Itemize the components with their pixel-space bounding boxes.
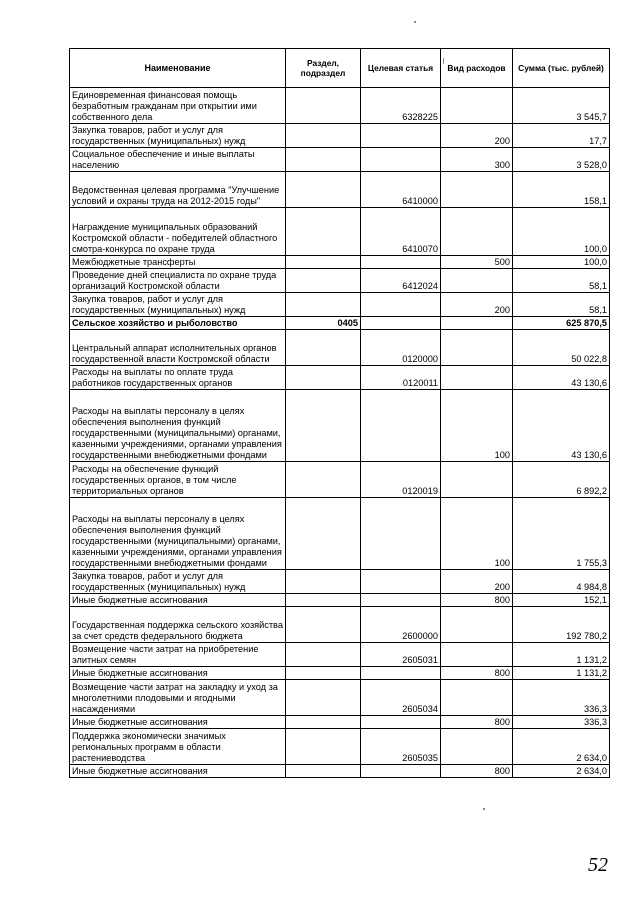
cell-target [361, 390, 441, 462]
cell-name: Расходы на обеспечение функций государственных органов, в том числе территориальных органов [70, 462, 286, 498]
scan-speck [483, 808, 485, 810]
cell-name: Сельское хозяйство и рыболовство [70, 317, 286, 330]
cell-name: Закупка товаров, работ и услуг для государственных (муниципальных) нужд [70, 293, 286, 317]
table-row [70, 293, 610, 317]
cell-type [441, 208, 513, 256]
cell-section [286, 293, 361, 317]
cell-type [441, 680, 513, 716]
cell-type [441, 330, 513, 366]
cell-type: 500 [441, 256, 513, 269]
budget-table [69, 48, 610, 778]
table-row [70, 667, 610, 680]
cell-name: Закупка товаров, работ и услуг для государственных (муниципальных) нужд [70, 124, 286, 148]
cell-type [441, 269, 513, 293]
cell-type: 800 [441, 765, 513, 778]
cell-name: Ведомственная целевая программа "Улучшение условий и охраны труда на 2012-2015 годы" [70, 172, 286, 208]
cell-type [441, 462, 513, 498]
cell-sum: 625 870,5 [513, 317, 610, 330]
cell-target [361, 498, 441, 570]
cell-section [286, 765, 361, 778]
table-row [70, 643, 610, 667]
cell-type: 800 [441, 594, 513, 607]
cell-name: Расходы на выплаты персоналу в целях обеспечения выполнения функций государственными (муниципальными) органами, казенными учреждениями, органами управления государственными внебюджетными фондами [70, 390, 286, 462]
cell-target [361, 667, 441, 680]
cell-type [441, 172, 513, 208]
cell-type: 100 [441, 390, 513, 462]
table-row [70, 172, 610, 208]
cell-name: Возмещение части затрат на закладку и уход за многолетними плодовыми и ягодными насаждениями [70, 680, 286, 716]
cell-target [361, 594, 441, 607]
cell-target: 6410000 [361, 172, 441, 208]
column-header-type: Вид расходов [441, 49, 513, 88]
column-header-section: Раздел, подраздел [286, 49, 361, 88]
column-header-target: Целевая статья [361, 49, 441, 88]
cell-section [286, 366, 361, 390]
cell-target: 2605034 [361, 680, 441, 716]
cell-name: Иные бюджетные ассигнования [70, 667, 286, 680]
cell-section [286, 680, 361, 716]
cell-name: Межбюджетные трансферты [70, 256, 286, 269]
cell-sum: 4 984,8 [513, 570, 610, 594]
cell-type: 200 [441, 293, 513, 317]
cell-type [441, 317, 513, 330]
cell-sum: 50 022,8 [513, 330, 610, 366]
cell-target [361, 124, 441, 148]
cell-section [286, 643, 361, 667]
table-row [70, 570, 610, 594]
table-row [70, 462, 610, 498]
cell-section [286, 148, 361, 172]
cell-sum: 100,0 [513, 208, 610, 256]
cell-sum: 43 130,6 [513, 390, 610, 462]
cell-name: Расходы на выплаты по оплате труда работников государственных органов [70, 366, 286, 390]
cell-section [286, 124, 361, 148]
cell-section [286, 390, 361, 462]
cell-name: Единовременная финансовая помощь безработным гражданам при открытии ими собственного дела [70, 88, 286, 124]
table-row [70, 124, 610, 148]
table-row [70, 607, 610, 643]
cell-type: 200 [441, 570, 513, 594]
cell-name: Центральный аппарат исполнительных органов государственной власти Костромской области [70, 330, 286, 366]
cell-section [286, 88, 361, 124]
cell-sum: 2 634,0 [513, 729, 610, 765]
table-row [70, 256, 610, 269]
cell-type [441, 729, 513, 765]
cell-target: 0120000 [361, 330, 441, 366]
cell-type: 100 [441, 498, 513, 570]
cell-name: Награждение муниципальных образований Костромской области - победителей областного смотра-конкурса по охране труда [70, 208, 286, 256]
cell-target [361, 256, 441, 269]
cell-type [441, 366, 513, 390]
cell-type [441, 607, 513, 643]
cell-sum: 336,3 [513, 716, 610, 729]
cell-target [361, 570, 441, 594]
cell-section [286, 208, 361, 256]
cell-target [361, 765, 441, 778]
cell-sum: 192 780,2 [513, 607, 610, 643]
cell-type [441, 88, 513, 124]
cell-target [361, 293, 441, 317]
cell-name: Иные бюджетные ассигнования [70, 765, 286, 778]
cell-sum: 58,1 [513, 293, 610, 317]
cell-target [361, 317, 441, 330]
table-row [70, 208, 610, 256]
cell-sum: 2 634,0 [513, 765, 610, 778]
cell-section [286, 256, 361, 269]
cell-name: Социальное обеспечение и иные выплаты населению [70, 148, 286, 172]
table-row [70, 594, 610, 607]
cell-target: 2605035 [361, 729, 441, 765]
cell-section [286, 570, 361, 594]
cell-target [361, 716, 441, 729]
cell-type: 200 [441, 124, 513, 148]
cell-section [286, 607, 361, 643]
cell-sum: 152,1 [513, 594, 610, 607]
cell-section [286, 667, 361, 680]
cell-type: 300 [441, 148, 513, 172]
column-header-name: Наименование [70, 49, 286, 88]
cell-target: 6412024 [361, 269, 441, 293]
cell-sum: 3 528,0 [513, 148, 610, 172]
cell-type: 800 [441, 667, 513, 680]
cell-target: 6410070 [361, 208, 441, 256]
table-row [70, 765, 610, 778]
cell-section [286, 269, 361, 293]
table-row [70, 680, 610, 716]
cell-name: Закупка товаров, работ и услуг для государственных (муниципальных) нужд [70, 570, 286, 594]
cell-section [286, 594, 361, 607]
cell-sum: 100,0 [513, 256, 610, 269]
cell-name: Государственная поддержка сельского хозяйства за счет средств федерального бюджета [70, 607, 286, 643]
table-row [70, 269, 610, 293]
cell-section [286, 462, 361, 498]
cell-name: Иные бюджетные ассигнования [70, 594, 286, 607]
cell-type: 800 [441, 716, 513, 729]
table-header-row [70, 49, 610, 88]
cell-name: Иные бюджетные ассигнования [70, 716, 286, 729]
table-row [70, 716, 610, 729]
cell-sum: 336,3 [513, 680, 610, 716]
table-row [70, 729, 610, 765]
cell-target: 0120011 [361, 366, 441, 390]
cell-sum: 43 130,6 [513, 366, 610, 390]
cell-sum: 6 892,2 [513, 462, 610, 498]
cell-type [441, 643, 513, 667]
cell-sum: 1 755,3 [513, 498, 610, 570]
table-row [70, 366, 610, 390]
scan-speck [443, 58, 444, 64]
table-row [70, 317, 610, 330]
cell-sum: 58,1 [513, 269, 610, 293]
scan-speck [414, 21, 416, 23]
table-row [70, 330, 610, 366]
table-row [70, 148, 610, 172]
cell-sum: 1 131,2 [513, 643, 610, 667]
cell-target: 0120019 [361, 462, 441, 498]
cell-section [286, 498, 361, 570]
table-row [70, 390, 610, 462]
cell-section [286, 716, 361, 729]
cell-sum: 17,7 [513, 124, 610, 148]
cell-target: 2600000 [361, 607, 441, 643]
cell-target [361, 148, 441, 172]
cell-section: 0405 [286, 317, 361, 330]
cell-section [286, 172, 361, 208]
table-row [70, 88, 610, 124]
cell-name: Проведение дней специалиста по охране труда организаций Костромской области [70, 269, 286, 293]
cell-sum: 1 131,2 [513, 667, 610, 680]
cell-section [286, 330, 361, 366]
cell-sum: 3 545,7 [513, 88, 610, 124]
table-row [70, 498, 610, 570]
cell-section [286, 729, 361, 765]
cell-name: Возмещение части затрат на приобретение элитных семян [70, 643, 286, 667]
page-number: 52 [588, 854, 608, 876]
cell-sum: 158,1 [513, 172, 610, 208]
column-header-sum: Сумма (тыс. рублей) [513, 49, 610, 88]
cell-name: Расходы на выплаты персоналу в целях обеспечения выполнения функций государственными (муниципальными) органами, казенными учреждениями, органами управления государственными внебюджетными фондами [70, 498, 286, 570]
cell-name: Поддержка экономически значимых региональных программ в области растениеводства [70, 729, 286, 765]
cell-target: 6328225 [361, 88, 441, 124]
cell-target: 2605031 [361, 643, 441, 667]
